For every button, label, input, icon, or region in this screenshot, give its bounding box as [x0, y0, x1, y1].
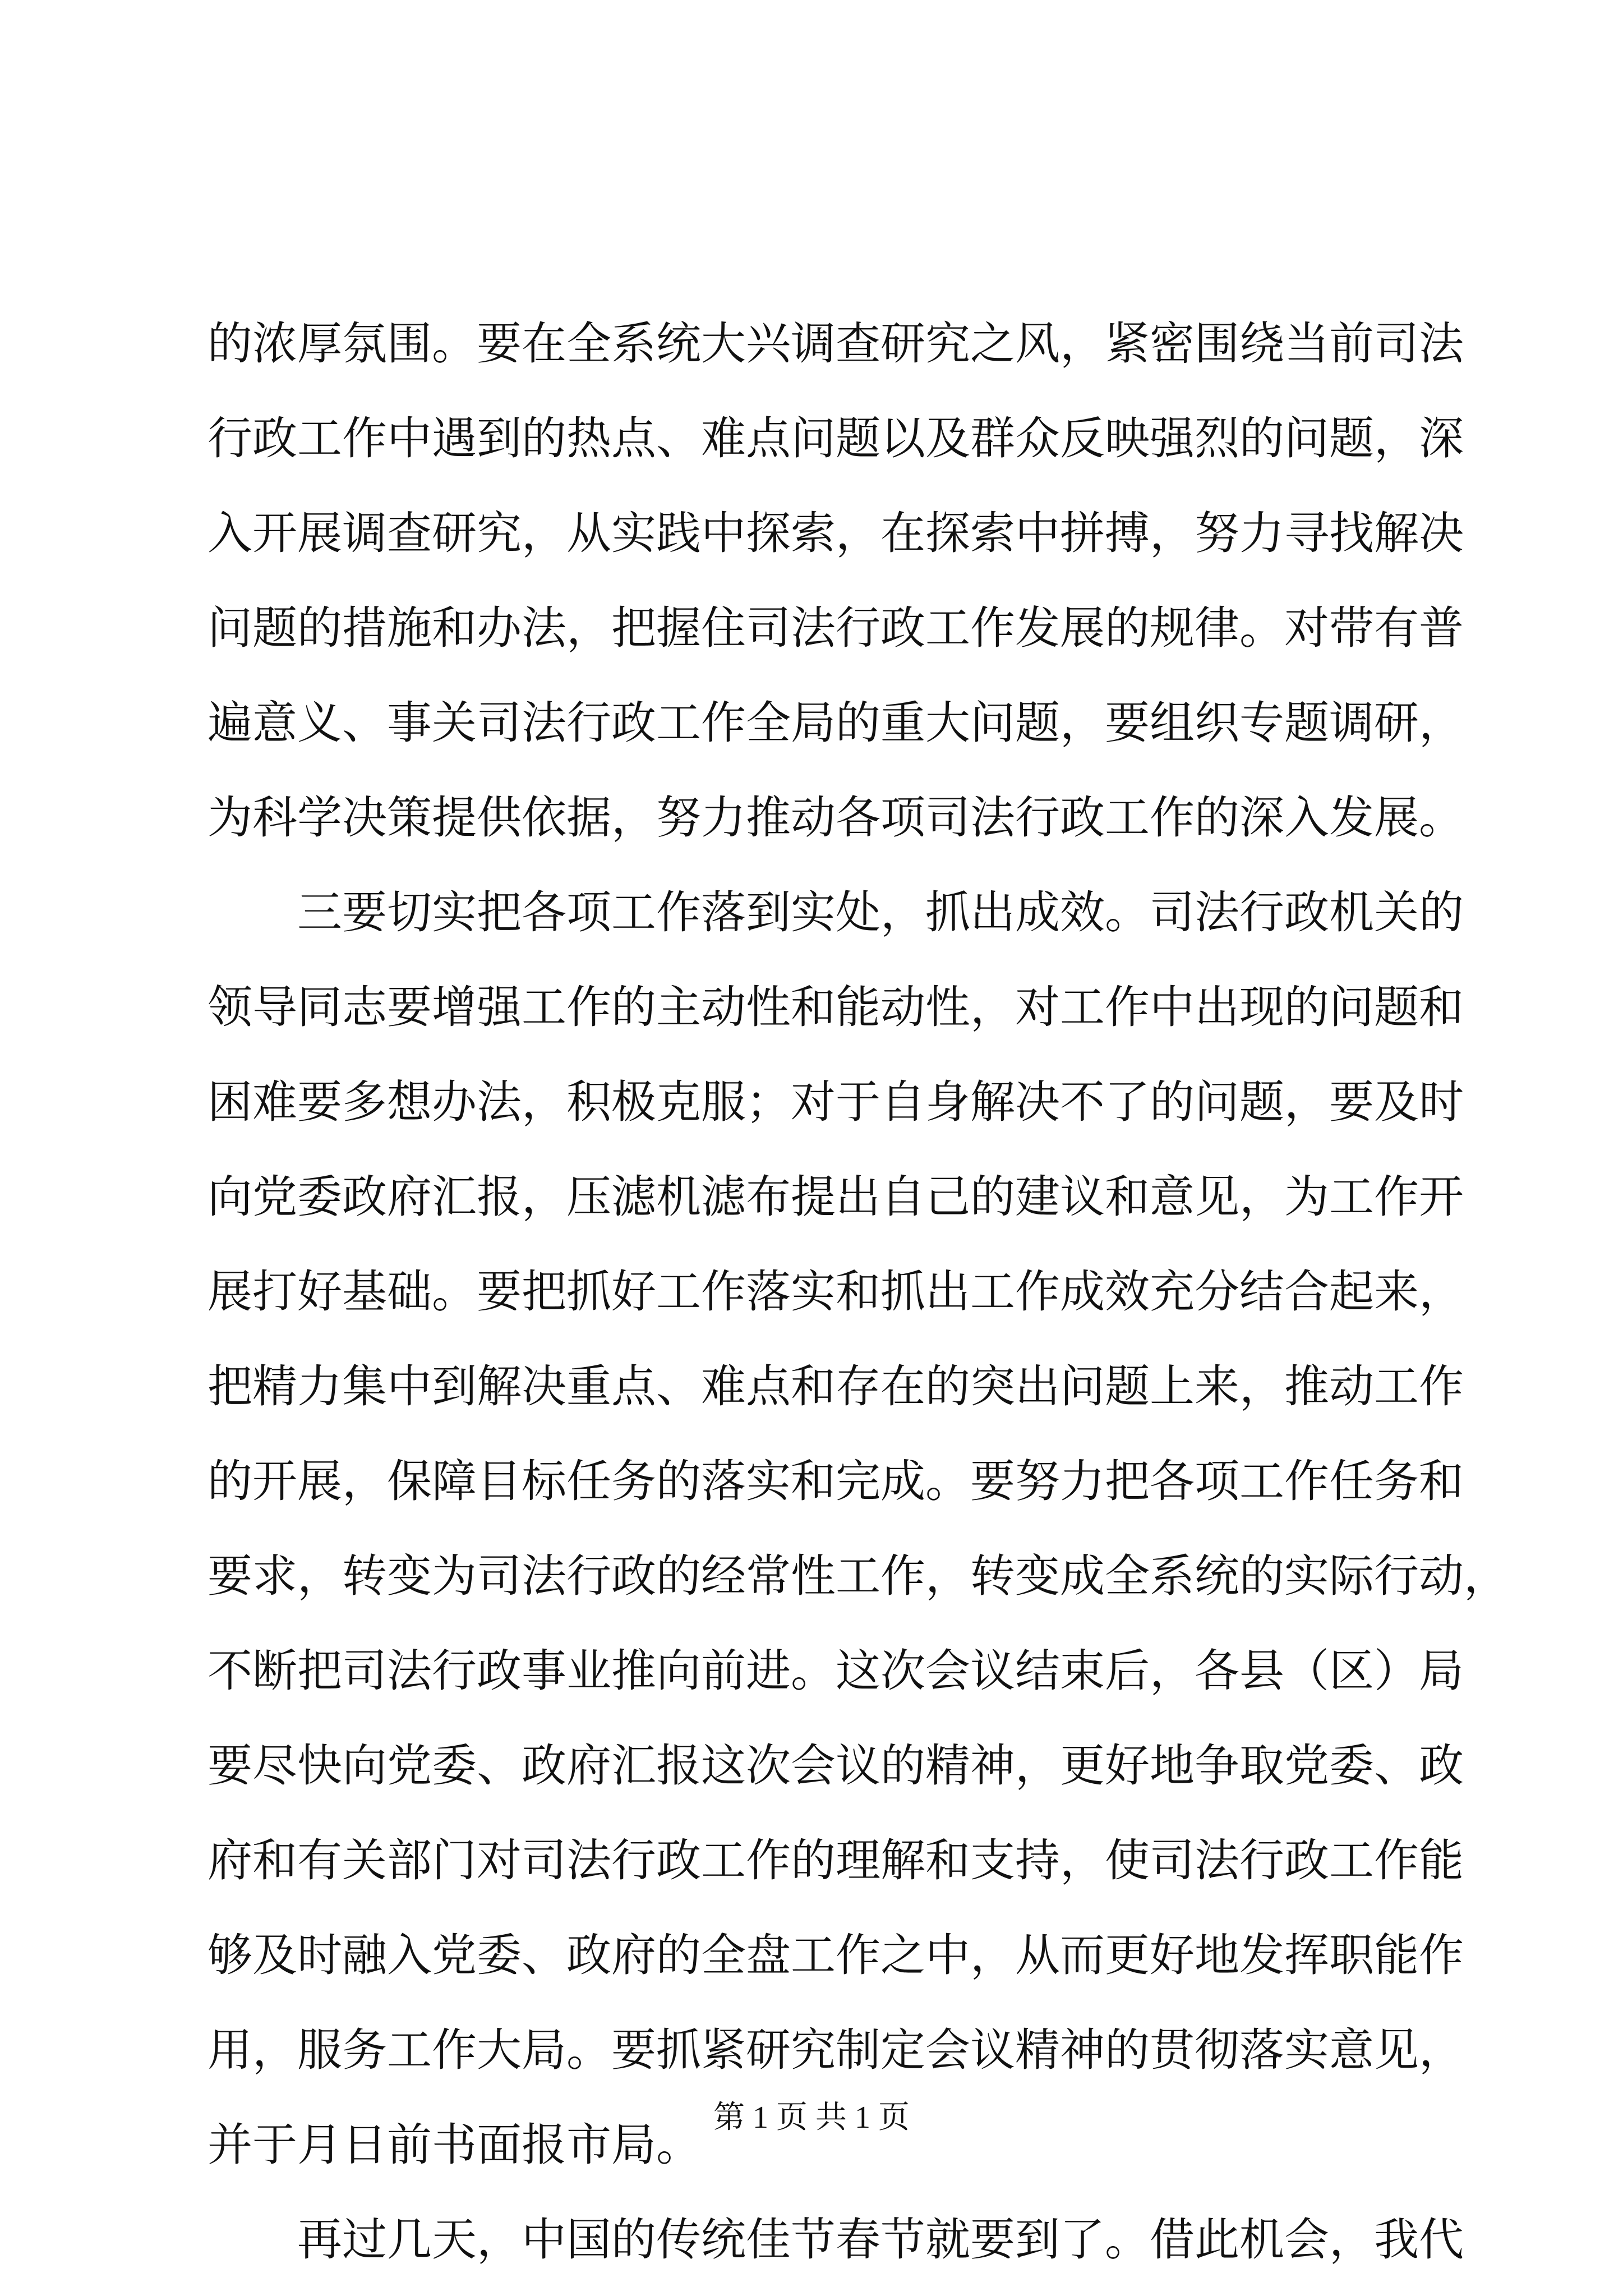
text-line: 并于月日前书面报市局。	[208, 2119, 701, 2171]
paragraph-start-line: 三要切实把各项工作落到实处，抓出成效。司法行政机关的	[297, 886, 1464, 938]
page-footer	[0, 2092, 1623, 2137]
page-number: 第 1 页 共 1 页	[713, 2100, 910, 2135]
text-line: 领导同志要增强工作的主动性和能动性，对工作中出现的问题和	[208, 981, 1464, 1033]
text-line: 展打好基础。要把抓好工作落实和抓出工作成效充分结合起来，	[208, 1266, 1464, 1318]
document-body	[208, 296, 1509, 2287]
text-line: 的浓厚氛围。要在全系统大兴调查研究之风，紧密围绕当前司法	[208, 318, 1464, 370]
text-line: 把精力集中到解决重点、难点和存在的突出问题上来，推动工作	[208, 1360, 1464, 1412]
text-line: 入开展调查研究，从实践中探索，在探索中拼搏，努力寻找解决	[208, 507, 1464, 559]
text-line: 不断把司法行政事业推向前进。这次会议结束后，各县（区）局	[208, 1645, 1464, 1697]
text-line: 用，服务工作大局。要抓紧研究制定会议精神的贯彻落实意见，	[208, 2024, 1464, 2076]
text-line: 够及时融入党委、政府的全盘工作之中，从而更好地发挥职能作	[208, 1929, 1464, 1981]
text-line: 府和有关部门对司法行政工作的理解和支持，使司法行政工作能	[208, 1834, 1464, 1887]
text-line: 为科学决策提供依据，努力推动各项司法行政工作的深入发展。	[208, 792, 1464, 844]
text-line: 要尽快向党委、政府汇报这次会议的精神，更好地争取党委、政	[208, 1740, 1464, 1792]
text-line: 困难要多想办法，积极克服；对于自身解决不了的问题，要及时	[208, 1076, 1464, 1128]
text-line: 行政工作中遇到的热点、难点问题以及群众反映强烈的问题，深	[208, 412, 1464, 464]
text-line: 要求，转变为司法行政的经常性工作，转变成全系统的实际行动，	[208, 1550, 1509, 1602]
text-line: 向党委政府汇报，压滤机滤布提出自己的建议和意见，为工作开	[208, 1171, 1464, 1223]
text-line: 的开展，保障目标任务的落实和完成。要努力把各项工作任务和	[208, 1455, 1464, 1507]
text-line: 遍意义、事关司法行政工作全局的重大问题，要组织专题调研，	[208, 697, 1464, 749]
text-line: 问题的措施和办法，把握住司法行政工作发展的规律。对带有普	[208, 602, 1464, 654]
paragraph-start-line: 再过几天，中国的传统佳节春节就要到了。借此机会，我代	[297, 2214, 1464, 2266]
